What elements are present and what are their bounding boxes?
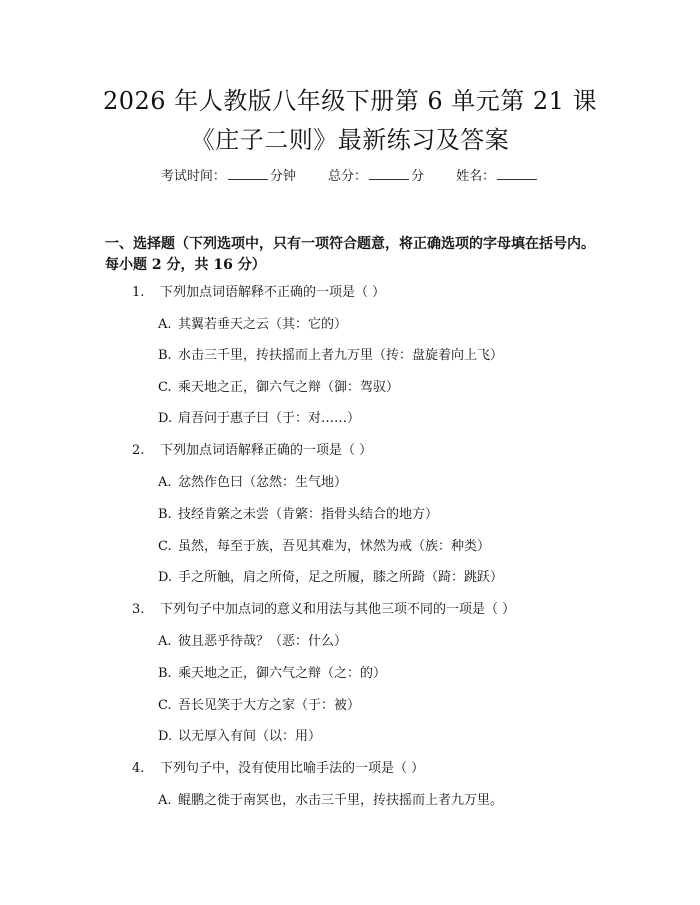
option-letter: B. — [158, 507, 172, 522]
student-name-blank — [497, 167, 537, 180]
question-text: 下列句子中加点词的意义和用法与其他三项不同的一项是（ ） — [160, 602, 516, 617]
question-4-stem — [132, 759, 424, 779]
exam-time-blank — [228, 167, 268, 180]
exam-time-field — [161, 169, 300, 184]
question-3-option-d — [158, 727, 321, 747]
total-score-label: 总分： — [327, 169, 367, 184]
option-text: 乘天地之正，御六气之辩（御：驾驭） — [178, 380, 400, 395]
document-title-line-2: 《庄子二则》最新练习及答案 — [190, 126, 510, 154]
option-letter: C. — [158, 539, 172, 554]
question-text: 下列加点词语解释不正确的一项是（ ） — [160, 285, 386, 300]
total-score-unit: 分 — [411, 169, 425, 184]
exam-time-label: 考试时间： — [160, 169, 226, 184]
option-text: 手之所触，肩之所倚，足之所履，膝之所踦（踦：跳跃） — [178, 570, 504, 585]
option-text: 虽然，每至于族，吾见其难为，怵然为戒（族：种类） — [178, 539, 491, 554]
question-2-option-c — [158, 537, 490, 557]
option-text: 水击三千里，抟扶摇而上者九万里（抟：盘旋着向上飞） — [178, 348, 504, 363]
section-heading-line-1: 一、选择题（下列选项中，只有一项符合题意，将正确选项的字母填在括号内。 — [105, 236, 595, 252]
option-letter: A. — [158, 793, 172, 808]
option-text: 以无厚入有间（以：用） — [178, 729, 322, 744]
option-text: 其翼若垂天之云（其：它的） — [178, 317, 348, 332]
question-4-option-a — [158, 791, 503, 811]
question-number: 4. — [132, 761, 145, 776]
question-2-stem — [132, 441, 372, 461]
option-letter: A. — [158, 317, 172, 332]
question-3-option-b — [158, 664, 386, 684]
question-number: 3. — [132, 602, 145, 617]
question-1-option-a — [158, 315, 347, 335]
option-letter: D. — [158, 729, 173, 744]
option-letter: D. — [158, 411, 173, 426]
question-2-option-a — [158, 473, 347, 493]
question-3-option-c — [158, 696, 360, 716]
question-1-stem — [132, 283, 385, 303]
exam-info-row — [0, 167, 700, 187]
question-number: 2. — [132, 443, 145, 458]
section-heading-line-2: 每小题 2 分，共 16 分） — [105, 257, 266, 273]
option-letter: C. — [158, 698, 172, 713]
exam-time-unit: 分钟 — [269, 169, 296, 184]
option-letter: A. — [158, 634, 172, 649]
student-name-label: 姓名： — [456, 169, 496, 184]
question-3-stem — [132, 600, 515, 620]
question-2-option-b — [158, 505, 438, 525]
total-score-field — [328, 169, 428, 184]
document-title-line-1: 2026 年人教版八年级下册第 6 单元第 21 课 — [102, 87, 598, 115]
question-2-option-d — [158, 568, 503, 588]
option-letter: B. — [158, 348, 172, 363]
option-letter: D. — [158, 570, 173, 585]
question-1-option-b — [158, 346, 503, 366]
option-letter: B. — [158, 666, 172, 681]
option-text: 彼且恶乎待哉？（恶：什么） — [178, 634, 348, 649]
option-text: 乘天地之正，御六气之辩（之：的） — [178, 666, 387, 681]
question-text: 下列加点词语解释正确的一项是（ ） — [160, 443, 373, 458]
total-score-blank — [369, 167, 409, 180]
question-3-option-a — [158, 632, 347, 652]
option-text: 吾长见笑于大方之家（于：被） — [178, 698, 361, 713]
question-1-option-d — [158, 409, 360, 429]
question-1-option-c — [158, 378, 399, 398]
option-letter: C. — [158, 380, 172, 395]
student-name-field — [456, 169, 539, 184]
option-text: 肩吾问于惠子曰（于：对……） — [178, 411, 361, 426]
question-number: 1. — [132, 285, 145, 300]
option-text: 忿然作色曰（忿然：生气地） — [178, 475, 348, 490]
question-text: 下列句子中，没有使用比喻手法的一项是（ ） — [160, 761, 425, 776]
option-letter: A. — [158, 475, 172, 490]
option-text: 技经肯綮之未尝（肯綮：指骨头结合的地方） — [178, 507, 439, 522]
option-text: 鲲鹏之徙于南冥也，水击三千里，抟扶摇而上者九万里。 — [178, 793, 504, 808]
